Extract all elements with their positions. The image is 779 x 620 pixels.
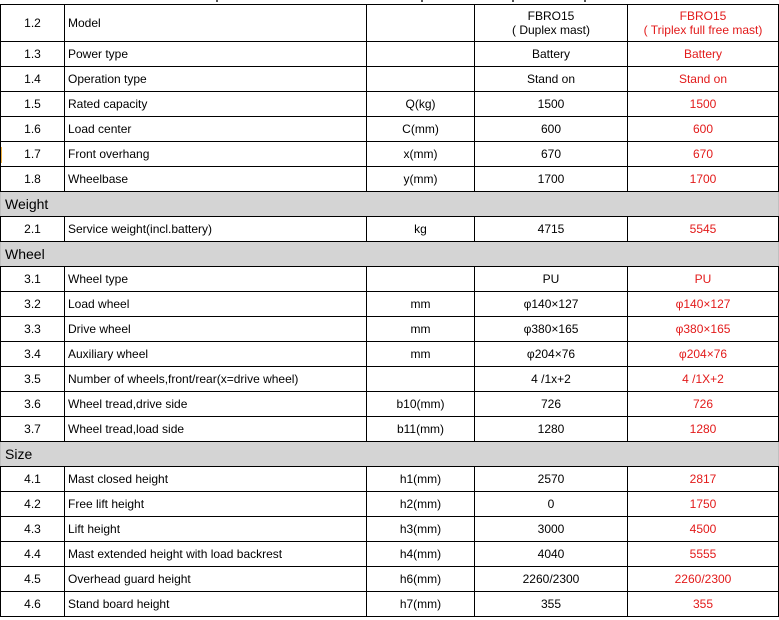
table-row (1, 167, 779, 192)
model-a-value: Stand on (475, 67, 628, 92)
top-tick (584, 0, 586, 2)
section-title: Wheel (1, 242, 779, 267)
model-a-value: φ380×165 (475, 317, 628, 342)
model-b-value: 2260/2300 (628, 567, 779, 592)
row-unit: h4(mm) (367, 542, 475, 567)
row-number: 4.3 (1, 517, 65, 542)
top-tick (216, 0, 218, 2)
model-a-value: Battery (475, 42, 628, 67)
section-title: Size (1, 442, 779, 467)
table-row (1, 217, 779, 242)
row-item: Mast extended height with load backrest (65, 542, 367, 567)
table-row (1, 467, 779, 492)
row-item: Model (65, 5, 367, 42)
row-item: Overhead guard height (65, 567, 367, 592)
section-title: Weight (1, 192, 779, 217)
table-row (1, 517, 779, 542)
model-b-mast: ( Triplex full free mast) (643, 23, 763, 37)
model-b-value: PU (628, 267, 779, 292)
model-b-value: 1280 (628, 417, 779, 442)
row-unit: b11(mm) (367, 417, 475, 442)
model-b-value: 1750 (628, 492, 779, 517)
table-row (1, 367, 779, 392)
model-a-cell (475, 5, 628, 42)
row-unit: C(mm) (367, 117, 475, 142)
table-row (1, 117, 779, 142)
row-unit (367, 5, 475, 42)
row-unit: x(mm) (367, 142, 475, 167)
row-item: Rated capacity (65, 92, 367, 117)
top-tick (421, 0, 423, 2)
model-b-name: FBRO15 (679, 9, 727, 23)
row-number: 2.1 (1, 217, 65, 242)
model-a-value: 355 (475, 592, 628, 617)
model-a-value: 4040 (475, 542, 628, 567)
table-row (1, 267, 779, 292)
row-unit: mm (367, 292, 475, 317)
row-unit: b10(mm) (367, 392, 475, 417)
row-number: 3.5 (1, 367, 65, 392)
row-number: 4.2 (1, 492, 65, 517)
row-number: 3.1 (1, 267, 65, 292)
table-row (1, 42, 779, 67)
row-unit (367, 67, 475, 92)
table-row (1, 392, 779, 417)
row-item: Wheel type (65, 267, 367, 292)
row-number: 1.5 (1, 92, 65, 117)
model-b-value: 1700 (628, 167, 779, 192)
row-item: Drive wheel (65, 317, 367, 342)
row-number: 3.3 (1, 317, 65, 342)
row-number: 1.8 (1, 167, 65, 192)
model-b-value: Stand on (628, 67, 779, 92)
row-number: 1.6 (1, 117, 65, 142)
row-unit (367, 42, 475, 67)
table-row (1, 492, 779, 517)
model-a-value: 2570 (475, 467, 628, 492)
table-row (1, 317, 779, 342)
row-unit: mm (367, 317, 475, 342)
row-unit (367, 267, 475, 292)
model-b-value: 1500 (628, 92, 779, 117)
row-number: 1.3 (1, 42, 65, 67)
row-item: Load center (65, 117, 367, 142)
row-unit: h1(mm) (367, 467, 475, 492)
table-row (1, 292, 779, 317)
row-number: 3.2 (1, 292, 65, 317)
model-b-value: Battery (628, 42, 779, 67)
table-row (1, 67, 779, 92)
row-item: Auxiliary wheel (65, 342, 367, 367)
row-unit: h7(mm) (367, 592, 475, 617)
model-b-value: 5555 (628, 542, 779, 567)
row-item: Wheelbase (65, 167, 367, 192)
table-row (1, 142, 779, 167)
model-a-value: 670 (475, 142, 628, 167)
row-number: 3.7 (1, 417, 65, 442)
model-a-value: 1700 (475, 167, 628, 192)
model-a-name: FBRO15 (527, 9, 575, 23)
row-item: Stand board height (65, 592, 367, 617)
model-a-value: 1280 (475, 417, 628, 442)
table-row (1, 567, 779, 592)
row-item: Free lift height (65, 492, 367, 517)
row-item: Service weight(incl.battery) (65, 217, 367, 242)
model-b-value: 2817 (628, 467, 779, 492)
row-number: 4.4 (1, 542, 65, 567)
row-number: 3.6 (1, 392, 65, 417)
row-item: Front overhang (65, 142, 367, 167)
model-a-value: φ204×76 (475, 342, 628, 367)
model-b-value: 5545 (628, 217, 779, 242)
row-unit: Q(kg) (367, 92, 475, 117)
row-number: 4.5 (1, 567, 65, 592)
row-number: 1.7 (1, 142, 65, 167)
row-item: Power type (65, 42, 367, 67)
section-header (1, 442, 779, 467)
model-b-value: φ140×127 (628, 292, 779, 317)
spec-sheet (0, 4, 778, 617)
top-tick (512, 0, 514, 2)
table-row (1, 342, 779, 367)
row-number: 4.1 (1, 467, 65, 492)
row-number: 1.2 (1, 5, 65, 42)
row-number: 4.6 (1, 592, 65, 617)
row-unit: h3(mm) (367, 517, 475, 542)
row-unit: h6(mm) (367, 567, 475, 592)
model-b-cell (628, 5, 779, 42)
model-b-value: 726 (628, 392, 779, 417)
row-unit (367, 367, 475, 392)
model-a-value: 4715 (475, 217, 628, 242)
row-item: Number of wheels,front/rear(x=drive wheel) (65, 367, 367, 392)
row-item: Mast closed height (65, 467, 367, 492)
table-row (1, 5, 779, 42)
row-unit: mm (367, 342, 475, 367)
model-a-value: 3000 (475, 517, 628, 542)
table-row (1, 542, 779, 567)
row-item: Wheel tread,load side (65, 417, 367, 442)
model-a-mast: ( Duplex mast) (511, 23, 591, 37)
row-item: Lift height (65, 517, 367, 542)
model-b-value: 670 (628, 142, 779, 167)
model-b-value: 4 /1X+2 (628, 367, 779, 392)
row-unit: kg (367, 217, 475, 242)
model-a-value: 0 (475, 492, 628, 517)
model-a-value: 4 /1x+2 (475, 367, 628, 392)
row-number: 1.4 (1, 67, 65, 92)
model-a-value: 2260/2300 (475, 567, 628, 592)
specification-table (0, 4, 779, 617)
model-b-value: φ380×165 (628, 317, 779, 342)
row-number: 3.4 (1, 342, 65, 367)
row-item: Wheel tread,drive side (65, 392, 367, 417)
model-a-value: 726 (475, 392, 628, 417)
model-a-value: 1500 (475, 92, 628, 117)
model-b-value: 600 (628, 117, 779, 142)
section-header (1, 242, 779, 267)
model-a-value: φ140×127 (475, 292, 628, 317)
row-item: Operation type (65, 67, 367, 92)
table-row (1, 92, 779, 117)
model-b-value: φ204×76 (628, 342, 779, 367)
row-item: Load wheel (65, 292, 367, 317)
table-row (1, 417, 779, 442)
model-b-value: 355 (628, 592, 779, 617)
row-unit: y(mm) (367, 167, 475, 192)
row-unit: h2(mm) (367, 492, 475, 517)
model-a-value: PU (475, 267, 628, 292)
section-header (1, 192, 779, 217)
model-b-value: 4500 (628, 517, 779, 542)
model-a-value: 600 (475, 117, 628, 142)
table-row (1, 592, 779, 617)
